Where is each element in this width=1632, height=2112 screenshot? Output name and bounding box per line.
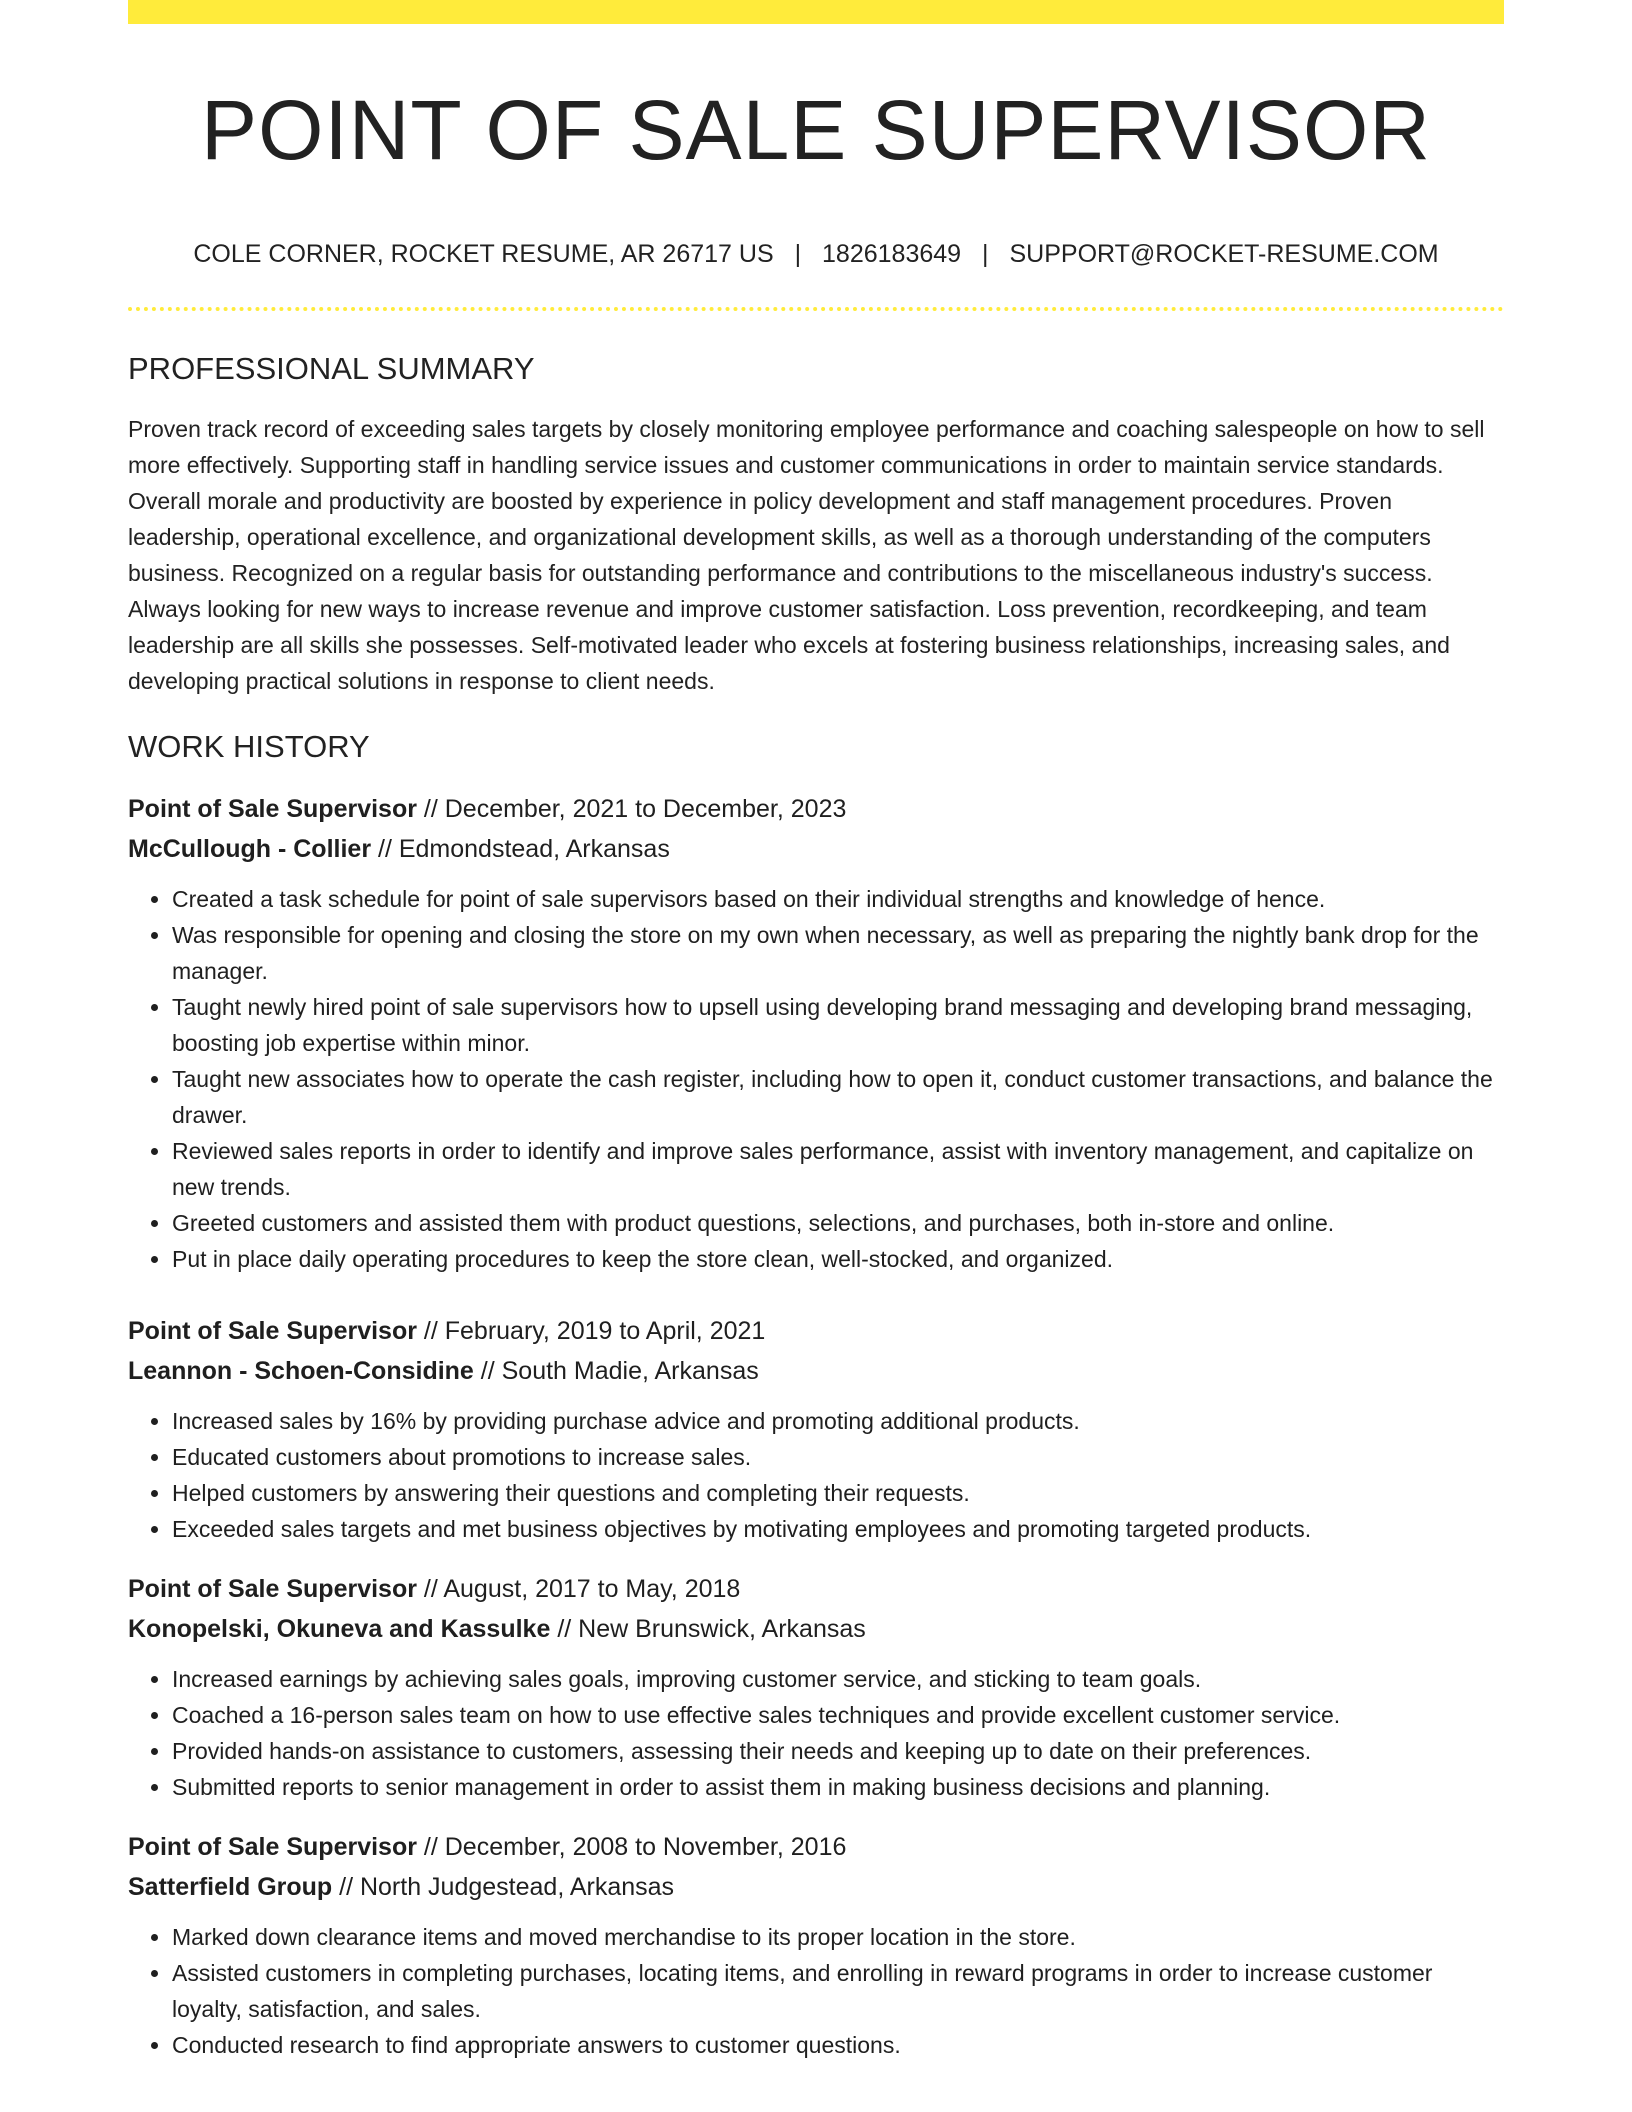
job-bullet: • Created a task schedule for point of sale supervisors based on their individual strengths and knowledge of hence. xyxy=(172,881,1504,917)
summary-text: Proven track record of exceeding sales targets by closely monitoring employee performance and coaching salespeople on how to sell more effectively. Supporting staff in handling service issues and customer communications in order to maintain service standards. Overall morale and productivity are boosted by experience in policy development and staff management procedures. Proven leadership, operational excellence, and organizational development skills, as well as a thorough understanding of the computers business. Recognized on a regular basis for outstanding performance and contributions to the miscellaneous industry's success. Always looking for new ways to increase revenue and improve customer satisfaction. Loss prevention, recordkeeping, and team leadership are all skills she possesses. Self-motivated leader who excels at fostering business relationships, increasing sales, and developing practical solutions in response to client needs. xyxy=(128,416,1485,694)
dotted-divider xyxy=(128,307,1504,311)
job-company: Satterfield Group xyxy=(128,1873,333,1901)
job-bullets xyxy=(128,1919,1504,2063)
job-bullet: • Helped customers by answering their questions and completing their requests. xyxy=(172,1475,1504,1511)
contact-line xyxy=(128,238,1504,270)
job-dates: // December, 2021 to December, 2023 xyxy=(416,795,847,823)
job-bullet: • Conducted research to find appropriate answers to customer questions. xyxy=(172,2027,1504,2063)
job-title-line xyxy=(128,1569,1504,1609)
job-location: // Edmondstead, Arkansas xyxy=(371,835,670,863)
job-title-line xyxy=(128,789,1504,829)
job-entry xyxy=(128,789,1504,1277)
job-company: Leannon - Schoen-Considine xyxy=(128,1357,474,1385)
job-bullets xyxy=(128,1661,1504,1805)
job-title-line xyxy=(128,1827,1504,1867)
job-bullet: • Increased sales by 16% by providing purchase advice and promoting additional products. xyxy=(172,1403,1504,1439)
job-bullet: • Taught new associates how to operate the cash register, including how to open it, conduct customer transactions, and balance the drawer. xyxy=(172,1061,1504,1133)
job-bullet: • Marked down clearance items and moved merchandise to its proper location in the store. xyxy=(172,1919,1504,1955)
contact-phone: 1826183649 xyxy=(822,240,962,268)
job-entry xyxy=(128,1311,1504,1547)
job-location: // South Madie, Arkansas xyxy=(473,1357,759,1385)
job-bullet: • Submitted reports to senior management in order to assist them in making business decisions and planning. xyxy=(172,1769,1504,1805)
job-bullet: • Educated customers about promotions to increase sales. xyxy=(172,1439,1504,1475)
job-location: // North Judgestead, Arkansas xyxy=(332,1873,675,1901)
job-location: // New Brunswick, Arkansas xyxy=(550,1615,866,1643)
job-bullet: • Reviewed sales reports in order to identify and improve sales performance, assist with inventory management, and capitalize on new trends. xyxy=(172,1133,1504,1205)
job-title: Point of Sale Supervisor xyxy=(128,1833,417,1861)
job-company-line xyxy=(128,1609,1504,1649)
job-company-line xyxy=(128,829,1504,869)
job-company: Konopelski, Okuneva and Kassulke xyxy=(128,1615,551,1643)
summary-heading: PROFESSIONAL SUMMARY xyxy=(128,351,535,386)
job-bullet: • Exceeded sales targets and met business objectives by motivating employees and promoting targeted products. xyxy=(172,1511,1504,1547)
job-bullet: • Coached a 16-person sales team on how to use effective sales techniques and provide excellent customer service. xyxy=(172,1697,1504,1733)
job-company-line xyxy=(128,1351,1504,1391)
job-company: McCullough - Collier xyxy=(128,835,372,863)
job-title: Point of Sale Supervisor xyxy=(128,1575,417,1603)
job-bullet: • Was responsible for opening and closing the store on my own when necessary, as well as preparing the nightly bank drop for the manager. xyxy=(172,917,1504,989)
contact-separator: | xyxy=(794,240,802,268)
work-history-heading: WORK HISTORY xyxy=(128,729,370,764)
contact-email: SUPPORT@ROCKET-RESUME.COM xyxy=(1009,240,1439,268)
job-bullet: • Put in place daily operating procedures to keep the store clean, well-stocked, and organized. xyxy=(172,1241,1504,1277)
job-bullet: • Assisted customers in completing purchases, locating items, and enrolling in reward programs in order to increase customer loyalty, satisfaction, and sales. xyxy=(172,1955,1504,2027)
job-title-line xyxy=(128,1311,1504,1351)
resume-content xyxy=(128,0,1504,2063)
job-entry xyxy=(128,1569,1504,1805)
job-bullet: • Taught newly hired point of sale supervisors how to upsell using developing brand messaging and developing brand messaging, boosting job expertise within minor. xyxy=(172,989,1504,1061)
contact-address: COLE CORNER, ROCKET RESUME, AR 26717 US xyxy=(193,240,774,268)
job-bullets xyxy=(128,881,1504,1277)
job-bullet: • Greeted customers and assisted them with product questions, selections, and purchases, both in-store and online. xyxy=(172,1205,1504,1241)
job-dates: // August, 2017 to May, 2018 xyxy=(416,1575,741,1603)
job-entry xyxy=(128,1827,1504,2063)
job-bullet: • Increased earnings by achieving sales goals, improving customer service, and sticking to team goals. xyxy=(172,1661,1504,1697)
job-bullet: • Provided hands-on assistance to customers, assessing their needs and keeping up to date on their preferences. xyxy=(172,1733,1504,1769)
job-dates: // February, 2019 to April, 2021 xyxy=(416,1317,766,1345)
job-bullets xyxy=(128,1403,1504,1547)
job-company-line xyxy=(128,1867,1504,1907)
contact-separator: | xyxy=(982,240,989,268)
resume-title: POINT OF SALE SUPERVISOR xyxy=(201,83,1431,177)
job-title: Point of Sale Supervisor xyxy=(128,1317,417,1345)
job-dates: // December, 2008 to November, 2016 xyxy=(416,1833,847,1861)
job-title: Point of Sale Supervisor xyxy=(128,795,417,823)
